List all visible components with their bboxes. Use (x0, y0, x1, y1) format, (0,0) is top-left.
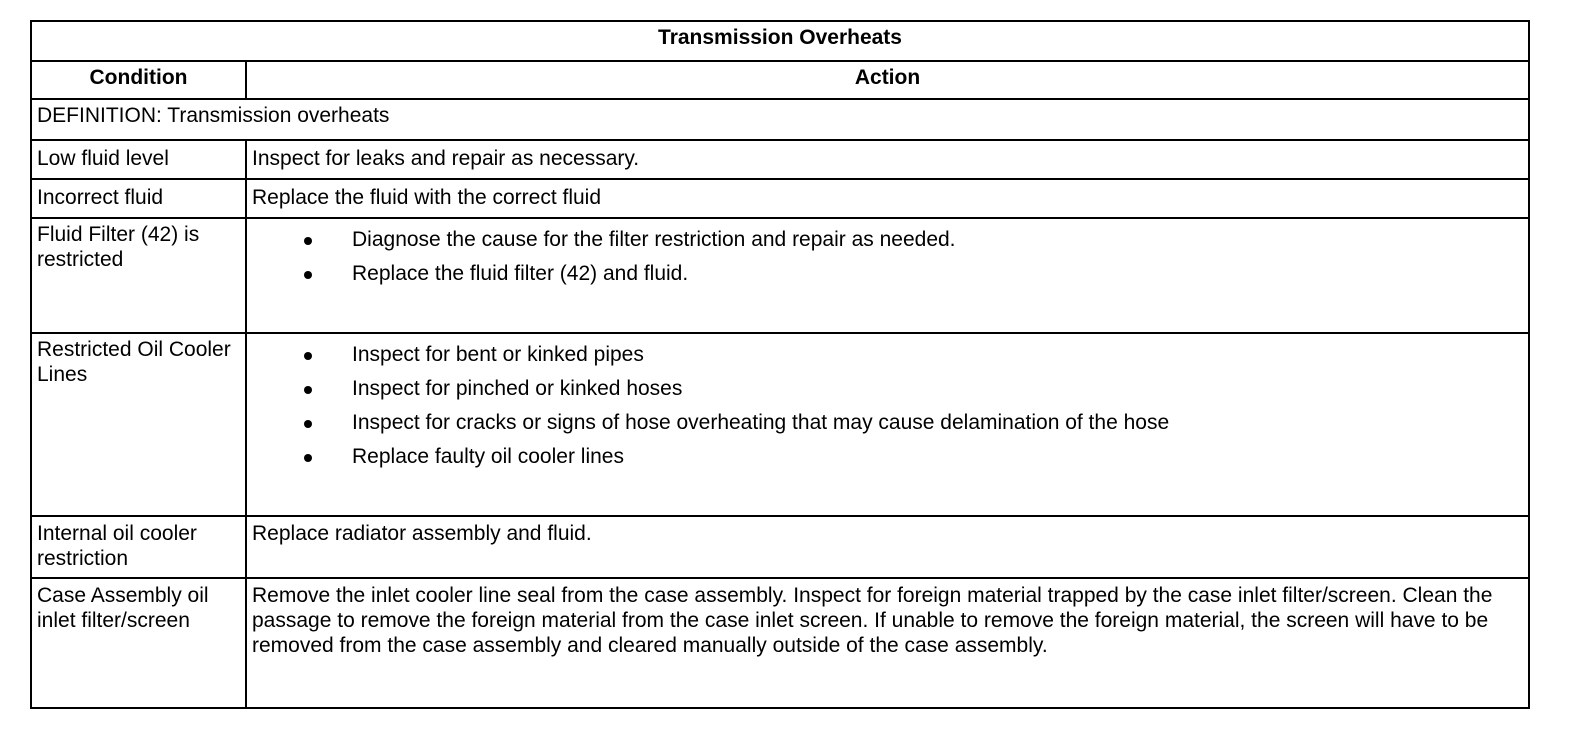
action-cell: Remove the inlet cooler line seal from the case assembly. Inspect for foreign material trapped by the case inlet filter/screen. Clean the passage to remove the foreign material from the case inlet screen. If unable to remove the foreign material, the screen will have to be removed from the case assembly and cleared manually outside of the case assembly. (246, 578, 1529, 708)
list-item (252, 410, 1523, 435)
list-item (252, 227, 1523, 252)
table-row (31, 333, 1529, 516)
condition-cell: Restricted Oil Cooler Lines (31, 333, 246, 516)
condition-column-header: Condition (31, 61, 246, 99)
table-title: Transmission Overheats (31, 21, 1529, 61)
action-cell: Replace the fluid with the correct fluid (246, 179, 1529, 218)
bullet-icon (304, 237, 312, 245)
bullet-text: Diagnose the cause for the filter restriction and repair as needed. (352, 228, 956, 251)
action-bullet-list (252, 337, 1523, 469)
troubleshooting-table (30, 20, 1530, 709)
action-cell (246, 218, 1529, 333)
bullet-icon (304, 386, 312, 394)
action-cell: Replace radiator assembly and fluid. (246, 516, 1529, 578)
list-item (252, 261, 1523, 286)
bullet-icon (304, 352, 312, 360)
bullet-text: Replace the fluid filter (42) and fluid. (352, 262, 689, 285)
list-item (252, 444, 1523, 469)
table-row (31, 179, 1529, 218)
table-row (31, 578, 1529, 708)
bullet-text: Inspect for bent or kinked pipes (352, 343, 644, 366)
bullet-icon (304, 271, 312, 279)
table-row (31, 140, 1529, 179)
list-item (252, 342, 1523, 367)
action-column-header: Action (246, 61, 1529, 99)
table-row (31, 218, 1529, 333)
bullet-icon (304, 420, 312, 428)
action-cell (246, 333, 1529, 516)
condition-cell: Case Assembly oil inlet filter/screen (31, 578, 246, 708)
bullet-text: Inspect for cracks or signs of hose overheating that may cause delamination of the hose (352, 411, 1170, 434)
bullet-icon (304, 454, 312, 462)
action-cell: Inspect for leaks and repair as necessary. (246, 140, 1529, 179)
bullet-text: Replace faulty oil cooler lines (352, 445, 624, 468)
condition-cell: Low fluid level (31, 140, 246, 179)
condition-cell: Incorrect fluid (31, 179, 246, 218)
bullet-text: Inspect for pinched or kinked hoses (352, 377, 683, 400)
condition-cell: Fluid Filter (42) is restricted (31, 218, 246, 333)
action-bullet-list (252, 222, 1523, 286)
definition-row: DEFINITION: Transmission overheats (31, 99, 1529, 140)
condition-cell: Internal oil cooler restriction (31, 516, 246, 578)
list-item (252, 376, 1523, 401)
table-row (31, 516, 1529, 578)
